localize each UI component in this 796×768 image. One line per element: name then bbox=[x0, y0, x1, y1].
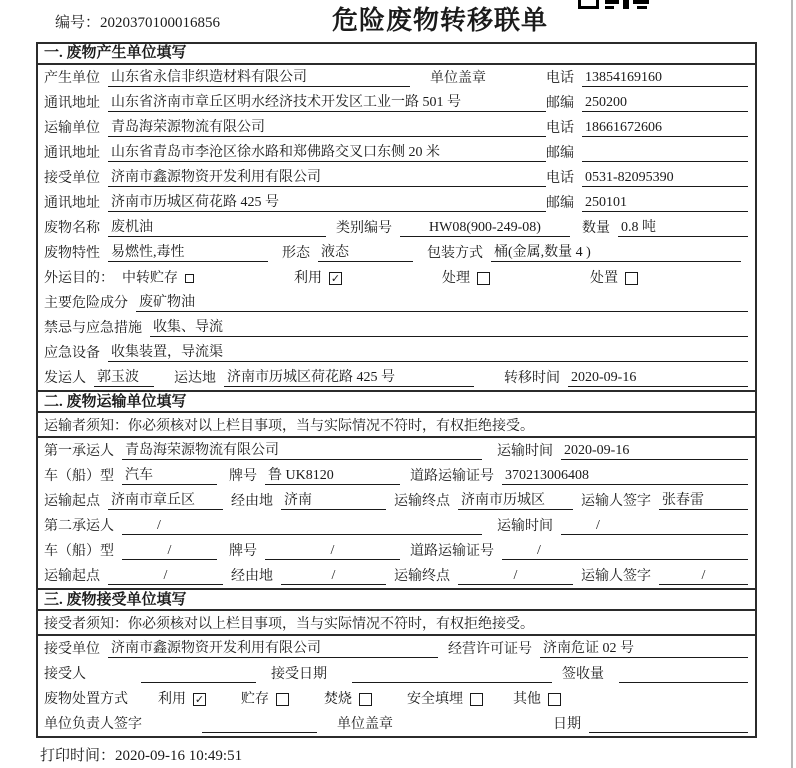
checkbox-dispose bbox=[625, 272, 638, 285]
receiver-address-label: 通讯地址 bbox=[44, 196, 100, 211]
waste-name-value: 废机油 bbox=[108, 216, 326, 237]
vehicle1-permit-label: 道路运输证号 bbox=[410, 469, 494, 484]
vehicle2-permit-value: / bbox=[502, 543, 748, 560]
route1-via-label: 经由地 bbox=[231, 494, 273, 509]
generator-unit-group bbox=[44, 66, 546, 87]
vehicle2-permit-label: 道路运输证号 bbox=[410, 544, 494, 559]
route2-sign-label: 运输人签字 bbox=[581, 569, 651, 584]
transport-zip-value bbox=[582, 161, 748, 162]
row-transfer-purpose bbox=[38, 265, 755, 290]
waste-qty-label: 数量 bbox=[582, 221, 610, 236]
carrier1-label: 第一承运人 bbox=[44, 444, 114, 459]
purpose-label: 外运目的： bbox=[44, 271, 114, 286]
receiver-zip-value: 250101 bbox=[582, 195, 748, 212]
waste-category-value: HW08(900-249-08) bbox=[400, 220, 570, 237]
generator-address-value: 山东省济南市章丘区明水经济技术开发区工业一路 501 号 bbox=[108, 91, 546, 112]
accept-unit-value: 济南市鑫源物资开发利用有限公司 bbox=[108, 637, 438, 658]
generator-phone-label: 电话 bbox=[546, 71, 574, 86]
purpose-option-use: 利用 bbox=[294, 271, 322, 286]
emergency-label: 禁忌与应急措施 bbox=[44, 321, 142, 336]
transport-phone-value: 18661672606 bbox=[582, 120, 748, 137]
receiver-phone-value: 0531-82095390 bbox=[582, 170, 748, 187]
print-time bbox=[40, 744, 242, 765]
receiver-address-value: 济南市历城区荷花路 425 号 bbox=[108, 191, 546, 212]
checkbox-storage bbox=[185, 274, 194, 283]
qr-code-fragment-icon bbox=[578, 0, 650, 9]
route2-start-value: / bbox=[108, 568, 223, 585]
route1-end-value: 济南市历城区 bbox=[458, 489, 573, 510]
row-accept-unit bbox=[38, 636, 755, 661]
waste-form-value: 液态 bbox=[318, 241, 413, 262]
purpose-option-dispose: 处置 bbox=[590, 271, 618, 286]
row-carrier2 bbox=[38, 513, 755, 538]
carrier2-value: / bbox=[122, 518, 482, 535]
row-vehicle1 bbox=[38, 463, 755, 488]
equipment-value: 收集装置，导流渠 bbox=[108, 341, 748, 362]
destination-label: 运达地 bbox=[174, 371, 216, 386]
waste-category-label: 类别编号 bbox=[336, 221, 392, 236]
accept-date-label: 接受日期 bbox=[271, 667, 327, 682]
waste-property-value: 易燃性,毒性 bbox=[108, 241, 268, 262]
disposal-label: 废物处置方式 bbox=[44, 692, 128, 707]
disposal-option-landfill: 安全填埋 bbox=[407, 692, 463, 707]
disposal-option-other: 其他 bbox=[513, 692, 541, 707]
vehicle2-plate-label: 牌号 bbox=[229, 544, 257, 559]
license-label: 经营许可证号 bbox=[448, 642, 532, 657]
vehicle1-plate-value: 鲁 UK8120 bbox=[265, 464, 400, 485]
row-carrier1 bbox=[38, 438, 755, 463]
receiver-phone-label: 电话 bbox=[546, 171, 574, 186]
row-receiver-unit bbox=[38, 165, 755, 190]
carrier1-time-label: 运输时间 bbox=[497, 444, 553, 459]
unit-seal2-label: 单位盖章 bbox=[337, 717, 393, 732]
disposal-option-burn: 焚烧 bbox=[324, 692, 352, 707]
row-generator-address bbox=[38, 90, 755, 115]
transfer-time-label: 转移时间 bbox=[504, 371, 560, 386]
manifest-form bbox=[36, 42, 757, 738]
row-accept-person bbox=[38, 661, 755, 686]
receiver-address-group bbox=[44, 191, 546, 212]
vehicle1-plate-label: 牌号 bbox=[229, 469, 257, 484]
receiver-unit-label: 接受单位 bbox=[44, 171, 100, 186]
destination-value: 济南市历城区荷花路 425 号 bbox=[224, 366, 474, 387]
responsible-sign-value bbox=[202, 732, 317, 733]
generator-address-group bbox=[44, 91, 546, 112]
route2-start-label: 运输起点 bbox=[44, 569, 100, 584]
signed-qty-label: 签收量 bbox=[562, 667, 604, 682]
checkbox-disposal-other bbox=[548, 693, 561, 706]
packing-label: 包装方式 bbox=[427, 246, 483, 261]
route1-start-value: 济南市章丘区 bbox=[108, 489, 223, 510]
scan-edge-line bbox=[791, 0, 793, 768]
checkbox-treat bbox=[477, 272, 490, 285]
checkbox-disposal-burn bbox=[359, 693, 372, 706]
transport-unit-value: 青岛海荣源物流有限公司 bbox=[108, 116, 546, 137]
row-route1 bbox=[38, 488, 755, 513]
vehicle1-type-label: 车（船）型 bbox=[44, 469, 114, 484]
transfer-time-value: 2020-09-16 bbox=[568, 370, 748, 387]
vehicle1-permit-value: 370213006408 bbox=[502, 468, 748, 485]
seal-date-value bbox=[589, 732, 748, 733]
carrier2-label: 第二承运人 bbox=[44, 519, 114, 534]
generator-zip-value: 250200 bbox=[582, 95, 748, 112]
section3-notice: 接受者须知：你必须核对以上栏目事项，当与实际情况不符时，有权拒绝接受。 bbox=[38, 611, 755, 636]
disposal-option-store: 贮存 bbox=[241, 692, 269, 707]
transport-address-group bbox=[44, 141, 546, 162]
purpose-option-treat: 处理 bbox=[442, 271, 470, 286]
section2-header: 二. 废物运输单位填写 bbox=[38, 390, 755, 413]
section1-header: 一. 废物产生单位填写 bbox=[38, 44, 755, 65]
route1-via-value: 济南 bbox=[281, 489, 386, 510]
vehicle1-type-value: 汽车 bbox=[122, 464, 217, 485]
checkbox-disposal-landfill bbox=[470, 693, 483, 706]
carrier1-value: 青岛海荣源物流有限公司 bbox=[122, 439, 482, 460]
waste-name-label: 废物名称 bbox=[44, 221, 100, 236]
row-disposal-method bbox=[38, 686, 755, 711]
row-responsible-sign bbox=[38, 711, 755, 736]
unit-seal-label: 单位盖章 bbox=[430, 71, 486, 86]
packing-value: 桶(金属,数量 4 ) bbox=[491, 241, 741, 262]
doc-number-value: 2020370100016856 bbox=[100, 15, 221, 31]
hazard-value: 废矿物油 bbox=[136, 291, 748, 312]
route1-end-label: 运输终点 bbox=[394, 494, 450, 509]
section3-header: 三. 废物接受单位填写 bbox=[38, 588, 755, 611]
receiver-unit-group bbox=[44, 166, 546, 187]
route2-via-value: / bbox=[281, 568, 386, 585]
row-waste-property bbox=[38, 240, 755, 265]
vehicle2-plate-value: / bbox=[265, 543, 400, 560]
print-time-value: 2020-09-16 10:49:51 bbox=[115, 748, 243, 764]
emergency-value: 收集、导流 bbox=[150, 316, 748, 337]
route2-sign-value: / bbox=[659, 568, 748, 585]
dispatcher-label: 发运人 bbox=[44, 371, 86, 386]
route2-end-label: 运输终点 bbox=[394, 569, 450, 584]
generator-unit-value: 山东省永信非织造材料有限公司 bbox=[108, 66, 410, 87]
section2-notice: 运输者须知：你必须核对以上栏目事项，当与实际情况不符时，有权拒绝接受。 bbox=[38, 413, 755, 438]
transport-address-label: 通讯地址 bbox=[44, 146, 100, 161]
route1-sign-label: 运输人签字 bbox=[581, 494, 651, 509]
accept-date-value bbox=[352, 682, 552, 683]
doc-number bbox=[55, 11, 220, 32]
route2-via-label: 经由地 bbox=[231, 569, 273, 584]
receiver-unit-value: 济南市鑫源物资开发利用有限公司 bbox=[108, 166, 546, 187]
row-waste-name bbox=[38, 215, 755, 240]
checkbox-use: ✓ bbox=[330, 272, 341, 285]
transport-unit-label: 运输单位 bbox=[44, 121, 100, 136]
dispatcher-value: 郭玉波 bbox=[94, 366, 154, 387]
checkbox-disposal-store bbox=[276, 693, 289, 706]
carrier2-time-label: 运输时间 bbox=[497, 519, 553, 534]
disposal-option-use: 利用 bbox=[158, 692, 186, 707]
equipment-label: 应急设备 bbox=[44, 346, 100, 361]
row-transport-unit bbox=[38, 115, 755, 140]
waste-qty-value: 0.8 吨 bbox=[618, 216, 748, 237]
generator-address-label: 通讯地址 bbox=[44, 96, 100, 111]
generator-unit-label: 产生单位 bbox=[44, 71, 100, 86]
signed-qty-value bbox=[619, 682, 748, 683]
waste-property-label: 废物特性 bbox=[44, 246, 100, 261]
row-emergency-measures bbox=[38, 315, 755, 340]
row-hazard-component bbox=[38, 290, 755, 315]
transport-phone-label: 电话 bbox=[546, 121, 574, 136]
accept-person-value bbox=[141, 682, 256, 683]
carrier2-time-value: / bbox=[561, 518, 748, 535]
accept-unit-label: 接受单位 bbox=[44, 642, 100, 657]
vehicle2-type-value: / bbox=[122, 543, 217, 560]
responsible-sign-label: 单位负责人签字 bbox=[44, 717, 142, 732]
row-emergency-equipment bbox=[38, 340, 755, 365]
waste-form-label: 形态 bbox=[282, 246, 310, 261]
print-time-label: 打印时间： bbox=[40, 748, 116, 764]
carrier1-time-value: 2020-09-16 bbox=[561, 443, 748, 460]
row-transport-address bbox=[38, 140, 755, 165]
accept-person-label: 接受人 bbox=[44, 667, 86, 682]
route2-end-value: / bbox=[458, 568, 573, 585]
transport-address-value: 山东省青岛市李沧区徐水路和郑佛路交叉口东侧 20 米 bbox=[108, 141, 546, 162]
checkbox-disposal-use: ✓ bbox=[194, 693, 205, 706]
page-title: 危险废物转移联单 bbox=[332, 6, 549, 35]
row-route2 bbox=[38, 563, 755, 588]
license-value: 济南危证 02 号 bbox=[540, 637, 748, 658]
vehicle2-type-label: 车（船）型 bbox=[44, 544, 114, 559]
row-receiver-address bbox=[38, 190, 755, 215]
generator-zip-label: 邮编 bbox=[546, 96, 574, 111]
transport-unit-group bbox=[44, 116, 546, 137]
receiver-zip-label: 邮编 bbox=[546, 196, 574, 211]
row-dispatch bbox=[38, 365, 755, 390]
hazard-label: 主要危险成分 bbox=[44, 296, 128, 311]
transport-zip-label: 邮编 bbox=[546, 146, 574, 161]
row-generator-unit bbox=[38, 65, 755, 90]
route1-start-label: 运输起点 bbox=[44, 494, 100, 509]
doc-number-label: 编号： bbox=[55, 15, 101, 31]
purpose-option-storage: 中转贮存 bbox=[122, 271, 178, 286]
seal-date-label: 日期 bbox=[553, 717, 581, 732]
row-vehicle2 bbox=[38, 538, 755, 563]
route1-sign-value: 张春雷 bbox=[659, 489, 748, 510]
generator-phone-value: 13854169160 bbox=[582, 70, 748, 87]
